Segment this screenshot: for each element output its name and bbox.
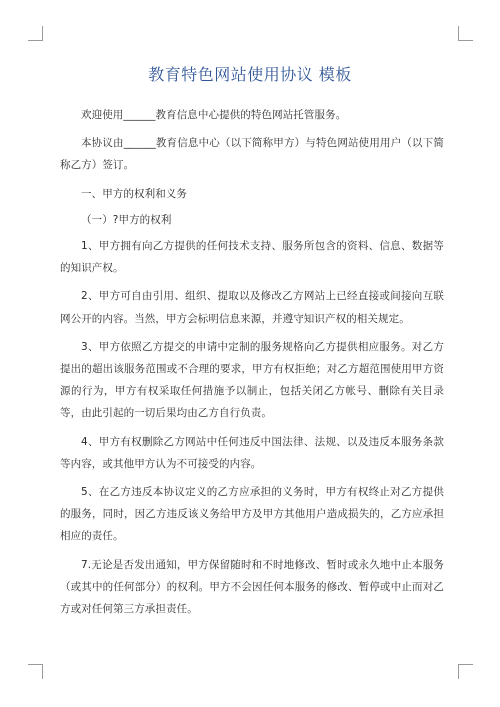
subsection-heading-party-a-rights: （一）?甲方的权利 [81, 213, 172, 226]
paragraph-parties: 本协议由______教育信息中心（以下简称甲方）与特色网站使用用户（以下简称乙方）签订。 [60, 137, 444, 172]
crop-mark-top-right [458, 26, 473, 41]
clause-5: 5、在乙方违反本协议定义的乙方应承担的义务时，甲方有权终止对乙方提供的服务，同时，因乙方违反该义务给甲方及甲方其他用户造成损失的，乙方应承担相应的责任。 [60, 486, 444, 543]
crop-mark-bottom-left [28, 664, 43, 679]
clause-7: 7.无论是否发出通知，甲方保留随时和不时地修改、暂时或永久地中止本服务（或其中的任何部分）的权利。甲方不会因任何本服务的修改、暂停或中止而对乙方或对任何第三方承担责任。 [60, 558, 444, 616]
clause-1: 1、甲方拥有向乙方提供的任何技术支持、服务所包含的资料、信息、数据等的知识产权。 [60, 240, 444, 275]
crop-mark-top-left [28, 26, 43, 41]
clause-2: 2、甲方可自由引用、组织、提取以及修改乙方网站上已经直接或间接向互联网公开的内容。当然，甲方会标明信息来源，并遵守知识产权的相关规定。 [60, 290, 444, 325]
document-title: 教育特色网站使用协议 模板 [148, 65, 352, 84]
section-heading-party-a: 一、甲方的权利和义务 [81, 187, 187, 200]
document-body [60, 104, 444, 626]
crop-mark-bottom-right [458, 664, 473, 679]
paragraph-welcome: 欢迎使用______教育信息中心提供的特色网站托管服务。 [81, 109, 347, 121]
clause-4: 4、甲方有权删除乙方网站中任何违反中国法律、法规、以及违反本服务条款等内容，或其他甲方认为不可接受的内容。 [60, 435, 444, 470]
clause-3: 3、甲方依照乙方提交的申请中定制的服务规格向乙方提供相应服务。对乙方提出的超出该服务范围或不合理的要求，甲方有权拒绝；对乙方超范围使用甲方资源的行为，甲方有权采取任何措施予以制止，包括关闭乙方帐号、删除有关目录等，由此引起的一切后果均由乙方自行负责。 [60, 340, 444, 420]
